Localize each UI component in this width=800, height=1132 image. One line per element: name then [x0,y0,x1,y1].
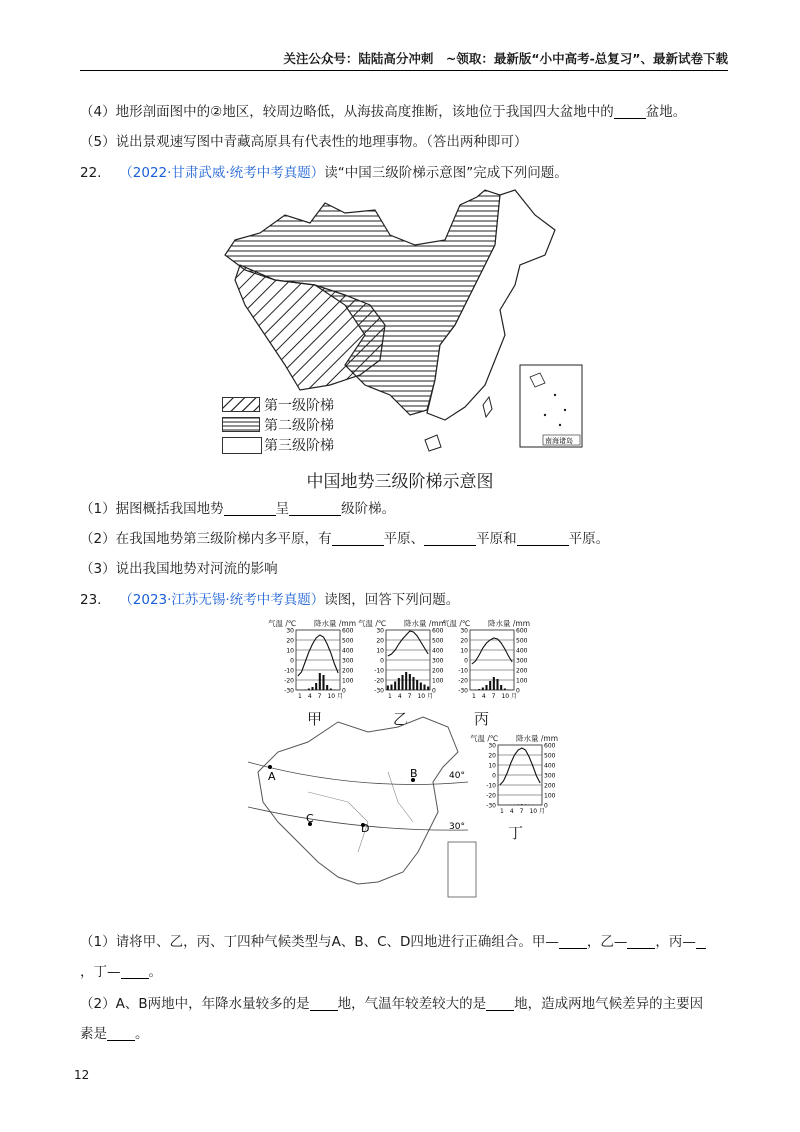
china-climate-location-map [248,712,478,912]
q23-part1: （1）请将甲、乙，丙、丁四种气候类型与A、B、C、D四地进行正确组合。甲— ，乙— ，丙— [80,930,740,950]
temp-tick: -10 [458,667,468,675]
precip-bar [390,685,392,691]
month-ticks: 1 4 7 10 月 [298,693,343,700]
climate-chart-bing: 气温 /℃ 降水量 /mm 30 20 10 0 -10 -20 -30 600 500 400 300 200 100 0 1 4 7 10 月 [442,618,540,708]
precip-tick: 200 [516,667,528,675]
temp-tick: 30 [376,627,384,635]
precip-bar [319,673,321,690]
lat-40: 40° [449,771,465,781]
inset-label: 南海诸岛 [545,437,573,445]
precip-tick: 500 [342,637,354,645]
precip-bar [394,682,396,691]
precip-bar [524,804,526,805]
q23-part2-cont: 素是 。 [80,1026,149,1042]
temp-tick: -30 [374,687,384,695]
temp-tick: 10 [286,647,294,655]
chart-plot [456,628,526,708]
temp-tick: 30 [460,627,468,635]
precip-tick: 0 [342,687,346,695]
precip-tick: 400 [544,762,556,770]
precip-tick: 500 [544,752,556,760]
temp-tick: 10 [460,647,468,655]
temp-tick: 20 [376,637,384,645]
temp-tick: 30 [488,742,496,750]
climate-chart-yi: 气温 /℃ 降水量 /mm 30 20 10 0 -10 -20 -30 600 500 400 300 200 100 0 1 4 7 10 月 [358,618,456,708]
temp-tick: 20 [286,637,294,645]
temp-tick: 10 [376,647,384,655]
precip-tick: 100 [544,792,556,800]
point-B: B [410,767,418,780]
temp-tick: 0 [380,657,384,665]
chart-label-jia: 甲 [307,710,323,728]
point-C: C [306,812,314,825]
precip-bar [326,685,328,690]
q22-part2: （2）在我国地势第三级阶梯内多平原，有 平原、 平原和 平原。 [80,531,610,547]
precip-tick: 100 [516,677,528,685]
precip-bar [420,683,422,691]
map-title: 中国地势三级阶梯示意图 [306,472,494,492]
precip-bar [333,690,335,691]
precip-tick: 500 [516,637,528,645]
temp-tick: -30 [486,802,496,810]
precip-bar [474,690,476,691]
precip-bar [387,686,389,691]
precip-bar [308,689,310,691]
precip-bar [485,685,487,690]
page-header: 关注公众号：陆陆高分冲刺 ~领取：最新版“小中高考-总复习”、最新试卷下载 [80,48,728,71]
precip-tick: 300 [544,772,556,780]
precip-tick: 400 [516,647,528,655]
precip-bar [423,685,425,691]
precip-bar [405,672,407,690]
chart-label-bing: 丙 [474,710,490,728]
point-A: A [268,770,276,783]
precip-tick: 600 [342,627,354,635]
temp-tick: 0 [464,657,468,665]
precip-tick: 0 [432,687,436,695]
precip-tick: 0 [516,687,520,695]
precip-tick: 100 [342,677,354,685]
precip-bar [416,680,418,690]
precip-bar [322,675,324,690]
precip-tick: 100 [432,677,444,685]
precip-bar [489,681,491,690]
precip-bar [482,688,484,691]
point-D: D [361,822,370,835]
precip-bar [478,689,480,690]
precip-bar [311,687,313,690]
chart-plot [484,743,554,823]
q23-part1-cont: ，丁— 。 [80,964,162,980]
month-ticks: 1 4 7 10 月 [388,693,433,700]
temp-tick: -10 [486,782,496,790]
temp-tick: -20 [374,677,384,685]
precip-bar [398,678,400,690]
precip-bar [517,804,519,805]
precip-tick: 300 [342,657,354,665]
climate-chart-jia: 气温 /℃ 降水量 /mm 30 20 10 0 -10 -20 -30 600 500 400 300 200 100 0 1 4 7 10 月 [268,618,366,708]
temp-tick: 20 [460,637,468,645]
precip-bar [315,683,317,690]
precip-bar [427,687,429,691]
precip-tick: 400 [432,647,444,655]
temp-tick: -10 [374,667,384,675]
precip-bar [493,677,495,690]
temp-tick: -20 [284,677,294,685]
chart-plot [282,628,352,708]
precip-bar [412,677,414,690]
precip-bar [500,685,502,690]
precip-tick: 400 [342,647,354,655]
chart-label-yi: 乙 [393,710,409,728]
climate-chart-ding: 气温 /℃ 降水量 /mm 30 20 10 0 -10 -20 -30 600 500 400 300 200 100 0 1 4 7 10 月 [470,733,568,823]
q22-source: （2022·甘肃武威·统考中考真题） [119,165,325,181]
precip-bar [304,690,306,691]
q22-part3: （3）说出我国地势对河流的影响 [80,561,278,577]
temp-tick: -10 [284,667,294,675]
temp-tick: 10 [488,762,496,770]
q23-stem: 23. （2023·江苏无锡·统考中考真题）读图，回答下列问题。 [80,592,460,608]
q22-stem: 22. （2022·甘肃武威·统考中考真题）读“中国三级阶梯示意图”完成下列问题。 [80,165,568,181]
precip-tick: 200 [544,782,556,790]
month-ticks: 1 4 7 10 月 [500,808,545,815]
temp-tick: 0 [492,772,496,780]
precip-tick: 300 [432,657,444,665]
precip-tick: 0 [544,802,548,810]
month-ticks: 1 4 7 10 月 [472,693,517,700]
precip-bar [504,689,506,691]
precip-tick: 600 [516,627,528,635]
temp-tick: -30 [458,687,468,695]
precip-tick: 600 [544,742,556,750]
temp-tick: 20 [488,752,496,760]
precip-bar [330,689,332,691]
chart-plot [372,628,442,708]
precip-bar [401,675,403,690]
temp-tick: -20 [458,677,468,685]
q22-part1: （1）据图概括我国地势 呈 级阶梯。 [80,501,396,517]
precip-tick: 300 [516,657,528,665]
q21-part4: （4）地形剖面图中的②地区，较周边略低，从海拔高度推断，该地位于我国四大盆地中的 盆地。 [80,104,687,120]
precip-tick: 200 [342,667,354,675]
chart-label-ding: 丁 [508,824,524,842]
precip-tick: 200 [432,667,444,675]
page-number: 12 [74,1068,90,1082]
q23-source: （2023·江苏无锡·统考中考真题） [119,592,325,608]
temp-tick: 0 [290,657,294,665]
precip-bar [409,674,411,690]
precip-bar [521,804,523,805]
q23-part2: （2）A、B两地中，年降水量较多的是 地，气温年较差较大的是 地，造成两地气候差异的主要因 [80,996,704,1012]
precip-bar [496,679,498,690]
lat-30: 30° [449,822,465,832]
temp-tick: 30 [286,627,294,635]
temp-tick: -30 [284,687,294,695]
precip-bar [507,690,509,691]
q21-part5: （5）说出景观速写图中青藏高原具有代表性的地理事物。（答出两种即可） [80,134,528,150]
precip-tick: 600 [432,627,444,635]
precip-tick: 500 [432,637,444,645]
temp-tick: -20 [486,792,496,800]
precip-bar [513,805,515,806]
